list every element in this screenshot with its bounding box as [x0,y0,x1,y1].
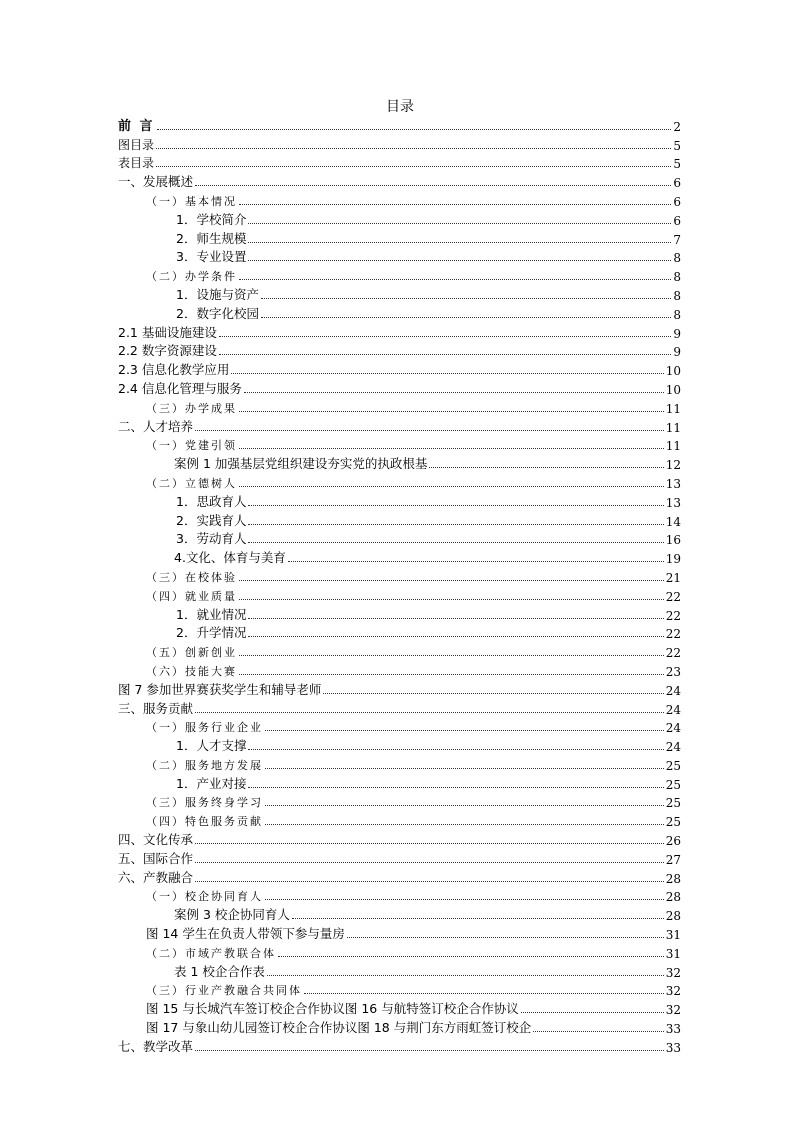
toc-page-number: 25 [665,758,681,773]
toc-page-number: 13 [665,476,681,491]
toc-entry-label: 六、产教融合 [118,869,194,885]
toc-entry[interactable] [118,416,681,435]
toc-entry[interactable] [118,378,681,397]
toc-entry-label: 2.1 基础设施建设 [118,324,217,340]
toc-entry[interactable] [118,115,681,134]
dot-leader [239,448,664,449]
toc-page-number: 22 [665,627,681,642]
toc-entry[interactable] [118,566,681,585]
toc-entry-label: 三、服务贡献 [118,700,194,716]
toc-page-number: 6 [673,213,681,228]
toc-page-number: 9 [673,326,681,341]
dot-leader [248,749,663,750]
toc-entry-label: （三）在校体验 [146,570,237,584]
dot-leader [239,580,664,581]
toc-entry-label: 图 15 与长城汽车签订校企合作协议图 16 与航特签订校企合作协议 [146,1001,519,1017]
toc-page-number: 16 [665,533,681,548]
toc-entry-label: 3．劳动育人 [176,531,247,547]
dot-leader [231,373,663,374]
toc-entry-label: （二）立德树人 [146,476,237,490]
toc-entry[interactable] [118,1036,681,1055]
toc-page-number: 7 [673,232,681,247]
dot-leader [304,993,664,994]
dot-leader [265,768,664,769]
toc-page-number: 10 [665,364,681,379]
dot-leader [239,674,664,675]
toc-entry-label: （三）办学成果 [146,401,237,415]
dot-leader [248,618,663,619]
dot-leader [195,430,664,431]
dot-leader [521,1012,664,1013]
toc-entry-label: 前 言 [118,118,155,134]
toc-entry[interactable] [118,303,681,322]
toc-entry-label: 3．专业设置 [176,249,247,265]
toc-entry[interactable] [118,698,681,717]
dot-leader [239,655,664,656]
toc-entry-label: 四、文化传承 [118,832,194,848]
toc-entry-label: 图 17 与象山幼儿园签订校企合作协议图 18 与荆门东方雨虹签订校企 [146,1020,532,1036]
toc-page-number: 31 [665,946,681,961]
toc-entry-label: 1．思政育人 [176,493,247,509]
dot-leader [248,524,663,525]
toc-entry[interactable] [118,773,681,792]
toc-entry[interactable] [118,735,681,754]
toc-page-number: 8 [673,270,681,285]
dot-leader [244,392,664,393]
dot-leader [265,899,664,900]
dot-leader [533,1031,664,1032]
toc-page-number: 22 [665,646,681,661]
dot-leader [248,223,671,224]
toc-entry-label: （四）就业质量 [146,589,237,603]
toc-page-number: 6 [673,194,681,209]
toc-page-number: 22 [665,589,681,604]
toc-entry[interactable] [118,641,681,660]
toc-entry-label: 1．人才支撑 [176,738,247,754]
toc-page-number: 28 [665,890,681,905]
dot-leader [265,805,664,806]
dot-leader [219,336,672,337]
toc-page-number: 25 [665,777,681,792]
toc-entry[interactable] [118,472,681,491]
dot-leader [261,317,671,318]
toc-entry-label: 2．师生规模 [176,230,247,246]
toc-entry-label: （一）基本情况 [146,194,237,208]
toc-entry[interactable] [118,265,681,284]
dot-leader [248,505,663,506]
dot-leader [239,279,671,280]
toc-page-number: 33 [665,1022,681,1037]
toc-page-number: 22 [665,608,681,623]
dot-leader [195,712,664,713]
toc-page-number: 8 [673,307,681,322]
toc-entry-label: 图 7 参加世界赛获奖学生和辅导老师 [118,681,322,697]
toc-page-number: 5 [673,157,681,172]
toc-page-number: 8 [673,288,681,303]
toc-entry[interactable] [118,585,681,604]
toc-entry-label: （二）市域产教联合体 [146,946,276,960]
toc-page-number: 32 [665,984,681,999]
dot-leader [323,693,663,694]
toc-entry[interactable] [118,961,681,980]
toc-entry-label: 1．设施与资产 [176,286,259,302]
toc-entry-label: 2.4 信息化管理与服务 [118,380,242,396]
toc-entry-label: 1．就业情况 [176,606,247,622]
toc-entry[interactable] [118,190,681,209]
toc-page-number: 5 [673,138,681,153]
dot-leader [195,185,671,186]
toc-page-number: 14 [665,514,681,529]
toc-entry[interactable] [118,754,681,773]
toc-entry-label: 2.3 信息化教学应用 [118,362,230,378]
dot-leader [288,561,664,562]
toc-page-number: 13 [665,495,681,510]
dot-leader [195,1050,664,1051]
toc-entry[interactable] [118,491,681,510]
dot-leader [248,787,663,788]
toc-entry-label: （五）创新创业 [146,646,237,660]
dot-leader [157,129,672,130]
toc-entry[interactable] [118,623,681,642]
toc-entry[interactable] [118,359,681,378]
toc-entry-label: （四）特色服务贡献 [146,815,263,829]
toc-entry[interactable] [118,886,681,905]
toc-entry-label: 1．产业对接 [176,775,247,791]
toc-page-number: 11 [665,401,681,416]
toc-entry-label: 一、发展概述 [118,174,194,190]
toc-entry-label: 2．实践育人 [176,512,247,528]
dot-leader [265,730,664,731]
toc-page-number: 2 [673,119,681,134]
dot-leader [278,956,664,957]
toc-page-number: 27 [665,852,681,867]
toc-entry[interactable] [118,810,681,829]
toc-entry[interactable] [118,660,681,679]
toc-page-number: 28 [665,909,681,924]
dot-leader [239,411,664,412]
toc-entry[interactable] [118,829,681,848]
toc-page-number: 11 [665,420,681,435]
toc-page-number: 24 [665,702,681,717]
toc-entry[interactable] [118,397,681,416]
toc-entry[interactable] [118,848,681,867]
dot-leader [239,204,671,205]
toc-page-number: 33 [665,1040,681,1055]
dot-leader [219,354,672,355]
toc-entry[interactable] [118,209,681,228]
toc-entry[interactable] [118,153,681,172]
toc-entry-label: （二）办学条件 [146,270,237,284]
toc-entry-label: 2.2 数字资源建设 [118,343,217,359]
toc-page-number: 24 [665,683,681,698]
toc-entry[interactable] [118,529,681,548]
toc-page-number: 8 [673,251,681,266]
toc-page-number: 19 [665,552,681,567]
dot-leader [239,486,664,487]
dot-leader [156,148,671,149]
toc-entry[interactable] [118,923,681,942]
toc-entry[interactable] [118,171,681,190]
dot-leader [239,599,664,600]
toc-entry-label: （一）校企协同育人 [146,890,263,904]
dot-leader [195,881,664,882]
toc-page-number: 26 [665,834,681,849]
toc-entry-label: （三）服务终身学习 [146,796,263,810]
dot-leader [261,298,671,299]
dot-leader [347,937,664,938]
toc-entry-label: 案例 3 校企协同育人 [174,907,290,923]
toc-entry[interactable] [118,228,681,247]
toc-entry-label: 五、国际合作 [118,850,194,866]
toc-entry-label: 图目录 [118,137,155,152]
toc-title: 目录 [386,99,414,115]
toc-entry-label: 案例 1 加强基层党组织建设夯实党的执政根基 [174,456,428,472]
toc-page-number: 21 [665,570,681,585]
toc-entry-label: 图 14 学生在负责人带领下参与量房 [146,926,345,942]
toc-entry[interactable] [118,998,681,1017]
toc-entry-label: （二）服务地方发展 [146,758,263,772]
toc-entry[interactable] [118,792,681,811]
toc-entry[interactable] [118,547,681,566]
toc-entry[interactable] [118,247,681,266]
toc-page-number: 6 [673,176,681,191]
toc-entry[interactable] [118,134,681,153]
dot-leader [195,843,664,844]
toc-entry[interactable] [118,341,681,360]
dot-leader [248,636,663,637]
toc-entry[interactable] [118,679,681,698]
toc-entry-label: （一）服务行业企业 [146,721,263,735]
toc-entry-label: 表目录 [118,156,155,171]
toc-page-number: 32 [665,1003,681,1018]
toc-page-number: 24 [665,740,681,755]
dot-leader [429,467,663,468]
toc-page-number: 25 [665,796,681,811]
dot-leader [195,862,664,863]
toc-entry[interactable] [118,867,681,886]
dot-leader [267,975,664,976]
toc-page-number: 23 [665,664,681,679]
toc-entry-label: 2．数字化校园 [176,305,259,321]
toc-entry-label: 2．升学情况 [176,625,247,641]
toc-page-number: 31 [665,928,681,943]
toc-entry[interactable] [118,942,681,961]
toc-entry[interactable] [118,1017,681,1036]
toc-entry[interactable] [118,904,681,923]
toc-entry[interactable] [118,980,681,999]
toc-page-number: 25 [665,815,681,830]
dot-leader [248,242,671,243]
toc-list [118,115,681,1055]
toc-page-number: 12 [665,458,681,473]
toc-page-number: 32 [665,965,681,980]
toc-page-number: 24 [665,721,681,736]
dot-leader [265,824,664,825]
toc-entry[interactable] [118,453,681,472]
toc-entry[interactable] [118,510,681,529]
toc-entry-label: （一）党建引领 [146,439,237,453]
toc-page-number: 10 [665,382,681,397]
dot-leader [292,918,664,919]
toc-entry-label: 4.文化、体育与美育 [174,550,286,566]
dot-leader [156,166,671,167]
dot-leader [248,542,663,543]
toc-entry-label: （三）行业产教融合共同体 [146,984,302,998]
toc-entry-label: 二、人才培养 [118,418,194,434]
toc-entry[interactable] [118,322,681,341]
toc-entry-label: 七、教学改革 [118,1038,194,1054]
toc-page-number: 28 [665,871,681,886]
toc-entry-label: （六）技能大赛 [146,664,237,678]
toc-page-number: 11 [665,439,681,454]
toc-entry[interactable] [118,435,681,454]
toc-page-number: 9 [673,345,681,360]
toc-entry[interactable] [118,604,681,623]
dot-leader [248,260,671,261]
toc-entry[interactable] [118,284,681,303]
toc-entry-label: 1．学校简介 [176,211,247,227]
toc-entry[interactable] [118,717,681,736]
toc-entry-label: 表 1 校企合作表 [174,963,265,979]
